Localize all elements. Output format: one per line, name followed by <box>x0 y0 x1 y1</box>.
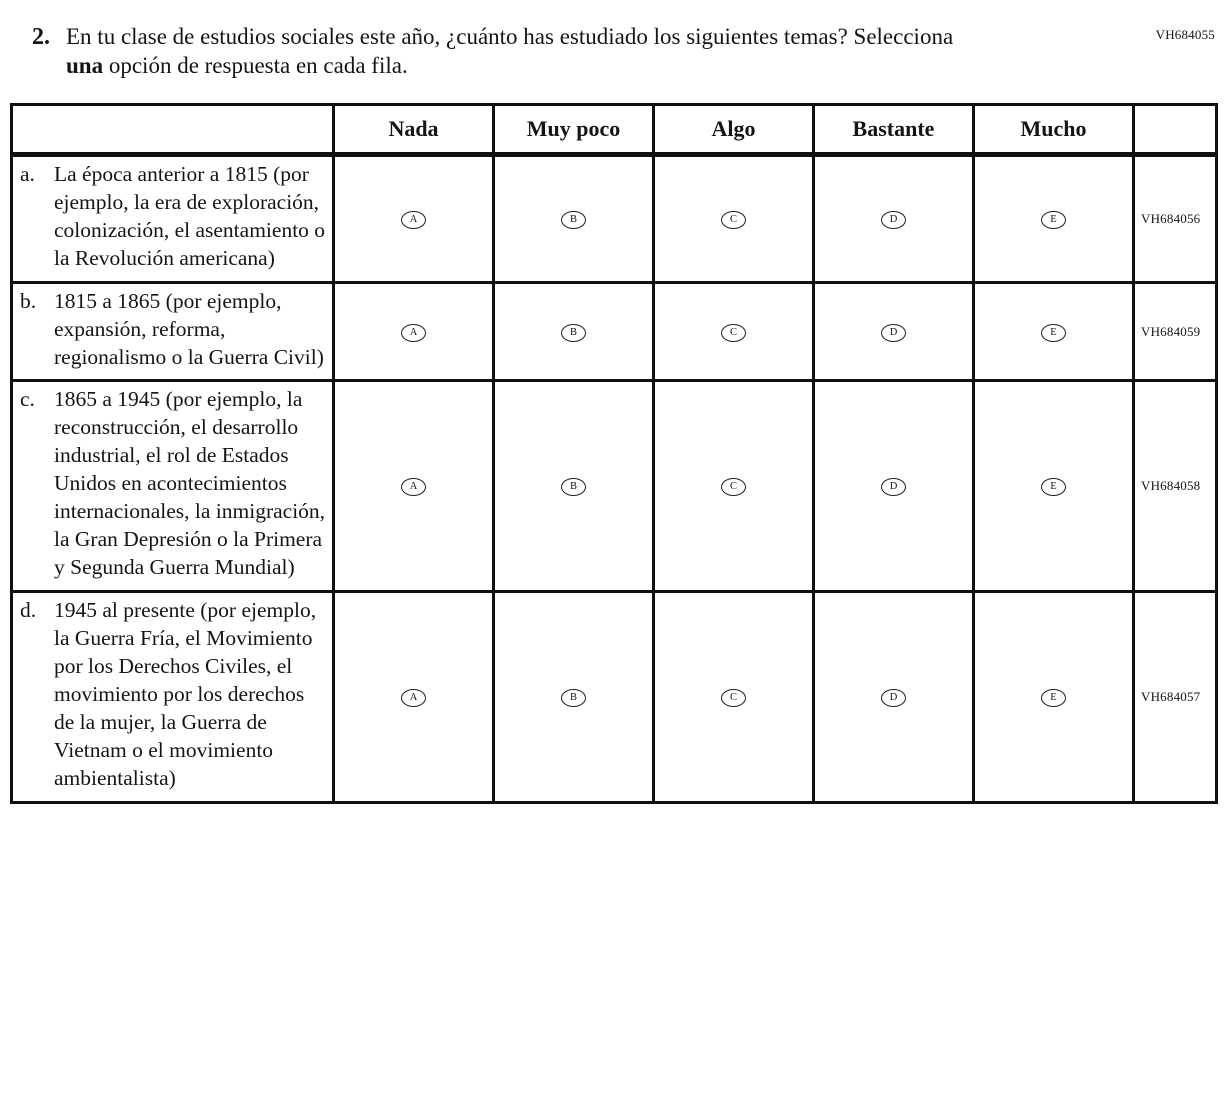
row-topic-cell <box>12 592 334 803</box>
option-cell-muy-poco <box>494 592 654 803</box>
row-code: VH684057 <box>1134 592 1217 803</box>
row-topic-text: 1815 a 1865 (por ejemplo, expansión, reforma, regionalismo o la Guerra Civil) <box>54 288 324 369</box>
col-header-nada: Nada <box>334 104 494 154</box>
answer-bubble-e[interactable]: E <box>1041 478 1066 496</box>
option-cell-nada <box>334 154 494 282</box>
table-row-d <box>12 592 1217 803</box>
option-cell-muy-poco <box>494 282 654 381</box>
row-code: VH684059 <box>1134 282 1217 381</box>
option-cell-nada <box>334 381 494 592</box>
answer-bubble-a[interactable]: A <box>401 478 426 496</box>
row-topic-cell <box>12 282 334 381</box>
answer-bubble-b[interactable]: B <box>561 689 586 707</box>
row-code: VH684058 <box>1134 381 1217 592</box>
col-header-bastante: Bastante <box>814 104 974 154</box>
option-cell-nada <box>334 592 494 803</box>
answer-bubble-b[interactable]: B <box>561 211 586 229</box>
answer-bubble-e[interactable]: E <box>1041 689 1066 707</box>
row-topic-text: La época anterior a 1815 (por ejemplo, la era de exploración, colonización, el asentamiento o la Revolución americana) <box>54 161 326 270</box>
option-cell-algo <box>654 592 814 803</box>
answer-bubble-a[interactable]: A <box>401 689 426 707</box>
answer-bubble-a[interactable]: A <box>401 324 426 342</box>
row-letter: d. <box>20 598 37 622</box>
option-cell-nada <box>334 282 494 381</box>
answer-bubble-d[interactable]: D <box>881 211 906 229</box>
answer-bubble-d[interactable]: D <box>881 689 906 707</box>
option-cell-mucho <box>974 154 1134 282</box>
option-cell-algo <box>654 282 814 381</box>
answer-bubble-e[interactable]: E <box>1041 324 1066 342</box>
option-cell-mucho <box>974 381 1134 592</box>
answer-bubble-d[interactable]: D <box>881 324 906 342</box>
col-header-algo: Algo <box>654 104 814 154</box>
row-code: VH684056 <box>1134 154 1217 282</box>
code-header-empty <box>1134 104 1217 154</box>
option-cell-algo <box>654 154 814 282</box>
question-number: 2. <box>32 24 50 50</box>
col-header-muy-poco: Muy poco <box>494 104 654 154</box>
table-row-a <box>12 154 1217 282</box>
question-text-bold: una <box>66 53 104 79</box>
option-cell-bastante <box>814 592 974 803</box>
answer-bubble-d[interactable]: D <box>881 478 906 496</box>
row-letter: c. <box>20 387 35 412</box>
table-row-c <box>12 381 1217 592</box>
question-stem <box>32 22 992 81</box>
question-text-part2: opción de respuesta en cada fila. <box>103 53 408 79</box>
header-row <box>12 104 1217 154</box>
answer-bubble-b[interactable]: B <box>561 478 586 496</box>
option-cell-muy-poco <box>494 154 654 282</box>
option-cell-muy-poco <box>494 381 654 592</box>
topic-header-empty <box>12 104 334 154</box>
answer-bubble-b[interactable]: B <box>561 324 586 342</box>
option-cell-bastante <box>814 154 974 282</box>
row-topic-text: 1945 al presente (por ejemplo, la Guerra Fría, el Movimiento por los Derechos Civiles, el movimiento por los derechos de la mujer, la Guerra de Vietnam o el movimiento ambientalista) <box>54 598 317 790</box>
answer-bubble-c[interactable]: C <box>721 478 746 496</box>
option-cell-algo <box>654 381 814 592</box>
answer-bubble-c[interactable]: C <box>721 689 746 707</box>
answer-bubble-a[interactable]: A <box>401 211 426 229</box>
row-topic-cell <box>12 154 334 282</box>
answer-bubble-e[interactable]: E <box>1041 211 1066 229</box>
table-row-b <box>12 282 1217 381</box>
question-text <box>66 22 992 81</box>
response-grid <box>10 103 1218 804</box>
answer-bubble-c[interactable]: C <box>721 211 746 229</box>
row-letter: b. <box>20 288 37 313</box>
option-cell-mucho <box>974 592 1134 803</box>
option-cell-mucho <box>974 282 1134 381</box>
row-topic-cell <box>12 381 334 592</box>
col-header-mucho: Mucho <box>974 104 1134 154</box>
row-topic-text: 1865 a 1945 (por ejemplo, la reconstrucción, el desarrollo industrial, el rol de Estados Unidos en acontecimientos internacionales, la inmigración, la Gran Depresión o la Primera y Segunda Guerra Mundial) <box>54 387 326 580</box>
row-letter: a. <box>20 161 35 186</box>
answer-bubble-c[interactable]: C <box>721 324 746 342</box>
option-cell-bastante <box>814 381 974 592</box>
option-cell-bastante <box>814 282 974 381</box>
question-text-part1: En tu clase de estudios sociales este año, ¿cuánto has estudiado los siguientes temas? Selecciona <box>66 24 954 49</box>
item-code: VH684055 <box>1155 27 1215 42</box>
